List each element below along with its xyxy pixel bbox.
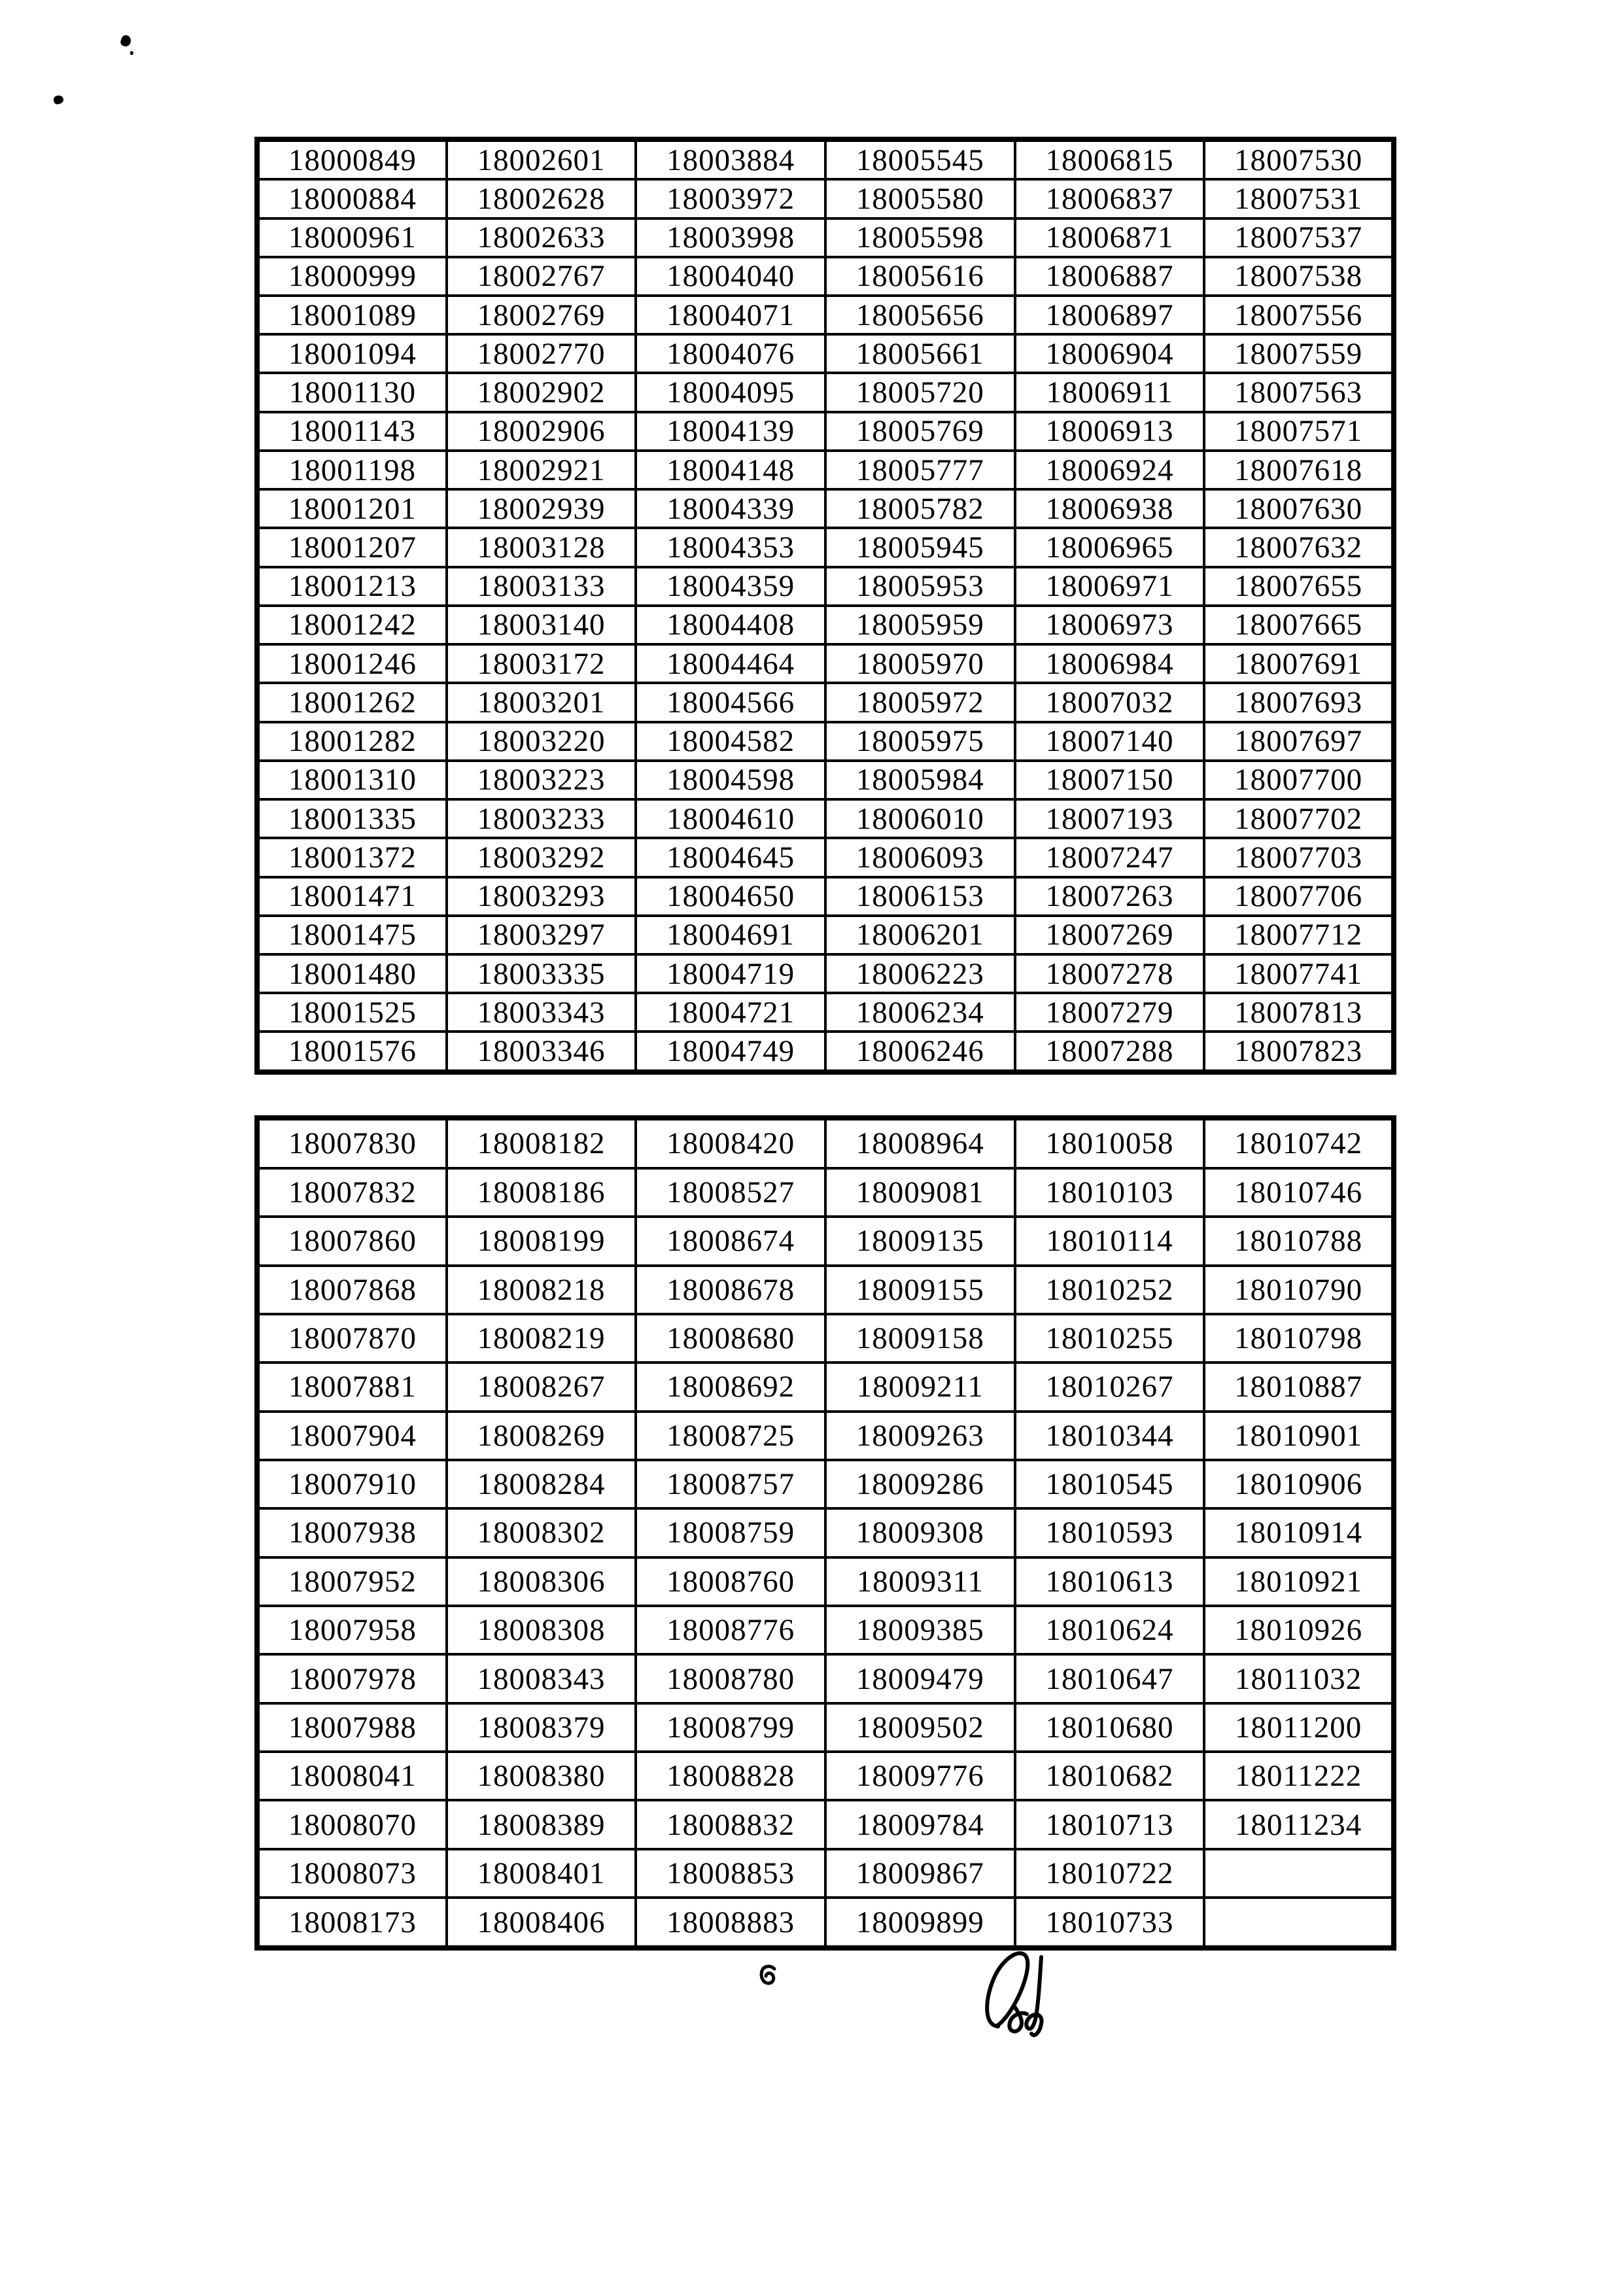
roll-number-cell: 18010682	[1015, 1752, 1205, 1800]
roll-number-cell: 18003172	[447, 644, 636, 683]
roll-number-cell: 18005777	[825, 451, 1015, 489]
roll-number-cell: 18006913	[1015, 412, 1205, 451]
roll-number-cell: 18007665	[1204, 606, 1394, 644]
roll-number-cell: 18001282	[257, 722, 447, 761]
roll-number-cell: 18008757	[636, 1460, 825, 1508]
roll-number-cell: 18009899	[825, 1898, 1015, 1948]
roll-number-cell: 18001201	[257, 489, 447, 528]
roll-number-cell: 18010613	[1015, 1557, 1205, 1606]
roll-number-cell: 18007832	[257, 1168, 447, 1217]
table-row	[257, 489, 1394, 528]
roll-number-cell: 18003884	[636, 139, 825, 179]
roll-number-cell: 18009784	[825, 1800, 1015, 1849]
roll-number-cell: 18001198	[257, 451, 447, 489]
table-row	[257, 1898, 1394, 1948]
roll-number-cell: 18008776	[636, 1606, 825, 1654]
roll-number-cell: 18001094	[257, 334, 447, 373]
roll-number-cell: 18010647	[1015, 1654, 1205, 1703]
roll-number-cell: 18005959	[825, 606, 1015, 644]
roll-number-cell: 18007531	[1204, 179, 1394, 218]
roll-number-cell: 18001242	[257, 606, 447, 644]
roll-number-cell: 18010624	[1015, 1606, 1205, 1654]
table-row	[257, 761, 1394, 799]
roll-number-cell: 18007618	[1204, 451, 1394, 489]
roll-number-cell: 18007288	[1015, 1032, 1205, 1072]
roll-number-cell: 18008725	[636, 1412, 825, 1460]
roll-number-cell: 18000884	[257, 179, 447, 218]
roll-number-cell: 18003133	[447, 567, 636, 606]
roll-number-cell: 18006246	[825, 1032, 1015, 1072]
empty-cell	[1204, 1898, 1394, 1948]
roll-number-cell: 18002902	[447, 373, 636, 411]
roll-number-cell: 18007860	[257, 1217, 447, 1265]
roll-number-cell: 18008173	[257, 1898, 447, 1948]
roll-number-cell: 18010746	[1204, 1168, 1394, 1217]
roll-number-cell: 18007702	[1204, 799, 1394, 838]
roll-number-cell: 18010901	[1204, 1412, 1394, 1460]
roll-number-cell: 18007530	[1204, 139, 1394, 179]
roll-number-cell: 18011200	[1204, 1703, 1394, 1752]
table-row	[257, 916, 1394, 954]
roll-number-cell: 18001143	[257, 412, 447, 451]
roll-number-cell: 18008343	[447, 1654, 636, 1703]
table-row	[257, 1412, 1394, 1460]
roll-number-cell: 18008420	[636, 1118, 825, 1168]
roll-number-cell: 18001262	[257, 683, 447, 721]
roll-number-cell: 18008680	[636, 1314, 825, 1363]
roll-number-cell: 18011032	[1204, 1654, 1394, 1703]
table-row	[257, 1606, 1394, 1654]
roll-number-cell: 18002769	[447, 296, 636, 334]
roll-number-cell: 18008182	[447, 1118, 636, 1168]
roll-number-cell: 18008799	[636, 1703, 825, 1752]
table-row	[257, 1654, 1394, 1703]
roll-number-cell: 18004339	[636, 489, 825, 528]
table-row	[257, 1118, 1394, 1168]
table-row	[257, 1168, 1394, 1217]
roll-number-cell: 18007958	[257, 1606, 447, 1654]
table-row	[257, 954, 1394, 993]
roll-number-cell: 18007988	[257, 1703, 447, 1752]
roll-number-cell: 18007938	[257, 1508, 447, 1557]
roll-number-cell: 18003128	[447, 528, 636, 566]
roll-number-cell: 18005616	[825, 257, 1015, 296]
table-row	[257, 296, 1394, 334]
table-row	[257, 567, 1394, 606]
roll-number-cell: 18007910	[257, 1460, 447, 1508]
roll-number-cell: 18008853	[636, 1849, 825, 1898]
roll-number-cell: 18010545	[1015, 1460, 1205, 1508]
roll-number-cell: 18004566	[636, 683, 825, 721]
roll-number-cell: 18008692	[636, 1363, 825, 1411]
roll-number-cell: 18006815	[1015, 139, 1205, 179]
roll-number-cell: 18010742	[1204, 1118, 1394, 1168]
roll-number-cell: 18004721	[636, 993, 825, 1032]
table-row	[257, 1752, 1394, 1800]
roll-number-cell: 18007632	[1204, 528, 1394, 566]
roll-number-cell: 18003972	[636, 179, 825, 218]
roll-number-cell: 18004359	[636, 567, 825, 606]
roll-number-cell: 18005970	[825, 644, 1015, 683]
roll-number-cell: 18000961	[257, 218, 447, 257]
roll-number-cell: 18010887	[1204, 1363, 1394, 1411]
roll-number-cell: 18009135	[825, 1217, 1015, 1265]
roll-number-cell: 18007868	[257, 1266, 447, 1314]
roll-number-cell: 18002906	[447, 412, 636, 451]
roll-number-cell: 18008828	[636, 1752, 825, 1800]
roll-number-cell: 18002633	[447, 218, 636, 257]
roll-number-cell: 18007247	[1015, 838, 1205, 877]
roll-number-cell: 18006871	[1015, 218, 1205, 257]
roll-number-cell: 18004650	[636, 877, 825, 916]
roll-number-cell: 18010103	[1015, 1168, 1205, 1217]
roll-number-cell: 18007691	[1204, 644, 1394, 683]
table-row	[257, 257, 1394, 296]
roll-number-cell: 18009211	[825, 1363, 1015, 1411]
roll-number-cell: 18008308	[447, 1606, 636, 1654]
table-row	[257, 139, 1394, 179]
roll-number-cell: 18003292	[447, 838, 636, 877]
roll-number-cell: 18007700	[1204, 761, 1394, 799]
table-row	[257, 179, 1394, 218]
roll-number-cell: 18007706	[1204, 877, 1394, 916]
table-row	[257, 1703, 1394, 1752]
roll-number-cell: 18008284	[447, 1460, 636, 1508]
empty-cell	[1204, 1849, 1394, 1898]
roll-number-cell: 18006234	[825, 993, 1015, 1032]
roll-number-cell: 18008759	[636, 1508, 825, 1557]
roll-number-cell: 18001130	[257, 373, 447, 411]
roll-number-cell: 18009308	[825, 1508, 1015, 1557]
roll-number-cell: 18009502	[825, 1703, 1015, 1752]
roll-number-cell: 18008401	[447, 1849, 636, 1898]
roll-number-cell: 18006153	[825, 877, 1015, 916]
roll-number-cell: 18002770	[447, 334, 636, 373]
roll-number-cell: 18006887	[1015, 257, 1205, 296]
roll-number-cell: 18005656	[825, 296, 1015, 334]
roll-number-cell: 18009385	[825, 1606, 1015, 1654]
roll-number-cell: 18003201	[447, 683, 636, 721]
roll-number-cell: 18007813	[1204, 993, 1394, 1032]
roll-number-cell: 18004645	[636, 838, 825, 877]
roll-number-cell: 18008678	[636, 1266, 825, 1314]
roll-number-cell: 18006904	[1015, 334, 1205, 373]
roll-number-cell: 18005580	[825, 179, 1015, 218]
roll-number-cell: 18002628	[447, 179, 636, 218]
roll-number-cell: 18008306	[447, 1557, 636, 1606]
roll-number-cell: 18004076	[636, 334, 825, 373]
roll-number-cell: 18008380	[447, 1752, 636, 1800]
roll-number-cell: 18007571	[1204, 412, 1394, 451]
roll-number-cell: 18002767	[447, 257, 636, 296]
roll-number-cell: 18004749	[636, 1032, 825, 1072]
roll-number-cell: 18008269	[447, 1412, 636, 1460]
roll-number-cell: 18001246	[257, 644, 447, 683]
roll-number-cell: 18009867	[825, 1849, 1015, 1898]
roll-number-cell: 18008527	[636, 1168, 825, 1217]
roll-number-cell: 18010593	[1015, 1508, 1205, 1557]
table-row	[257, 1363, 1394, 1411]
roll-number-cell: 18001335	[257, 799, 447, 838]
roll-number-cell: 18000999	[257, 257, 447, 296]
roll-number-cell: 18001089	[257, 296, 447, 334]
roll-number-cell: 18006223	[825, 954, 1015, 993]
roll-number-cell: 18004071	[636, 296, 825, 334]
roll-number-cell: 18010267	[1015, 1363, 1205, 1411]
roll-number-cell: 18006093	[825, 838, 1015, 877]
table-row	[257, 1508, 1394, 1557]
roll-number-cell: 18001213	[257, 567, 447, 606]
table-row	[257, 1849, 1394, 1898]
roll-number-cell: 18008674	[636, 1217, 825, 1265]
roll-number-cell: 18008883	[636, 1898, 825, 1948]
roll-number-cell: 18005984	[825, 761, 1015, 799]
roll-number-cell: 18007263	[1015, 877, 1205, 916]
roll-number-cell: 18005945	[825, 528, 1015, 566]
roll-number-cell: 18010114	[1015, 1217, 1205, 1265]
roll-number-cell: 18007952	[257, 1557, 447, 1606]
roll-number-cell: 18006897	[1015, 296, 1205, 334]
roll-number-cell: 18005769	[825, 412, 1015, 451]
roll-number-cell: 18001480	[257, 954, 447, 993]
roll-number-cell: 18006965	[1015, 528, 1205, 566]
roll-number-cell: 18007693	[1204, 683, 1394, 721]
roll-number-cell: 18010344	[1015, 1412, 1205, 1460]
signature	[976, 1949, 1074, 2047]
roll-number-cell: 18004610	[636, 799, 825, 838]
table-row	[257, 1032, 1394, 1072]
roll-number-cell: 18008186	[447, 1168, 636, 1217]
roll-number-cell: 18010255	[1015, 1314, 1205, 1363]
roll-number-cell: 18007278	[1015, 954, 1205, 993]
roll-number-cell: 18007269	[1015, 916, 1205, 954]
roll-number-table-upper	[254, 137, 1396, 1075]
roll-number-cell: 18009286	[825, 1460, 1015, 1508]
table-row	[257, 528, 1394, 566]
roll-number-cell: 18005545	[825, 139, 1015, 179]
table-row	[257, 683, 1394, 721]
roll-number-cell: 18002921	[447, 451, 636, 489]
roll-number-cell: 18007741	[1204, 954, 1394, 993]
roll-number-cell: 18005661	[825, 334, 1015, 373]
roll-number-cell: 18010252	[1015, 1266, 1205, 1314]
roll-number-cell: 18007630	[1204, 489, 1394, 528]
roll-number-cell: 18003998	[636, 218, 825, 257]
roll-number-cell: 18006924	[1015, 451, 1205, 489]
roll-number-cell: 18010722	[1015, 1849, 1205, 1898]
roll-number-cell: 18004408	[636, 606, 825, 644]
table-row	[257, 1266, 1394, 1314]
roll-number-cell: 18009479	[825, 1654, 1015, 1703]
table-row	[257, 644, 1394, 683]
roll-number-cell: 18008041	[257, 1752, 447, 1800]
roll-number-cell: 18007538	[1204, 257, 1394, 296]
roll-number-cell: 18007193	[1015, 799, 1205, 838]
roll-number-cell: 18010058	[1015, 1118, 1205, 1168]
roll-number-cell: 18010733	[1015, 1898, 1205, 1948]
roll-number-cell: 18003220	[447, 722, 636, 761]
ink-speck	[130, 51, 133, 55]
roll-number-cell: 18010926	[1204, 1606, 1394, 1654]
roll-number-cell: 18008964	[825, 1118, 1015, 1168]
roll-number-cell: 18007559	[1204, 334, 1394, 373]
roll-number-cell: 18003223	[447, 761, 636, 799]
roll-number-cell: 18004095	[636, 373, 825, 411]
table-row	[257, 373, 1394, 411]
table-row	[257, 1217, 1394, 1265]
roll-number-cell: 18009263	[825, 1412, 1015, 1460]
roll-number-cell: 18007032	[1015, 683, 1205, 721]
table-row	[257, 799, 1394, 838]
roll-number-cell: 18007703	[1204, 838, 1394, 877]
roll-number-cell: 18010680	[1015, 1703, 1205, 1752]
roll-number-cell: 18004582	[636, 722, 825, 761]
roll-number-cell: 18004691	[636, 916, 825, 954]
roll-number-cell: 18007140	[1015, 722, 1205, 761]
roll-number-cell: 18009081	[825, 1168, 1015, 1217]
roll-number-cell: 18010798	[1204, 1314, 1394, 1363]
roll-number-cell: 18007563	[1204, 373, 1394, 411]
table-row	[257, 993, 1394, 1032]
table-row	[257, 838, 1394, 877]
roll-number-cell: 18005782	[825, 489, 1015, 528]
roll-number-cell: 18010713	[1015, 1800, 1205, 1849]
roll-number-cell: 18006201	[825, 916, 1015, 954]
roll-number-cell: 18008073	[257, 1849, 447, 1898]
roll-number-cell: 18004719	[636, 954, 825, 993]
roll-number-cell: 18008070	[257, 1800, 447, 1849]
roll-number-cell: 18003140	[447, 606, 636, 644]
roll-number-cell: 18007537	[1204, 218, 1394, 257]
roll-number-cell: 18004148	[636, 451, 825, 489]
roll-number-cell: 18002601	[447, 139, 636, 179]
roll-number-cell: 18001525	[257, 993, 447, 1032]
table-row	[257, 1460, 1394, 1508]
roll-number-cell: 18004464	[636, 644, 825, 683]
roll-number-cell: 18007881	[257, 1363, 447, 1411]
roll-number-cell: 18005972	[825, 683, 1015, 721]
table-row	[257, 722, 1394, 761]
roll-number-cell: 18001471	[257, 877, 447, 916]
roll-number-cell: 18000849	[257, 139, 447, 179]
roll-number-table-lower	[254, 1115, 1396, 1951]
table-row	[257, 334, 1394, 373]
roll-number-cell: 18008780	[636, 1654, 825, 1703]
ink-speck	[53, 94, 65, 105]
roll-number-cell: 18007978	[257, 1654, 447, 1703]
roll-number-cell: 18009776	[825, 1752, 1015, 1800]
roll-number-cell: 18007830	[257, 1118, 447, 1168]
roll-number-cell: 18006984	[1015, 644, 1205, 683]
roll-number-cell: 18003293	[447, 877, 636, 916]
roll-number-cell: 18010906	[1204, 1460, 1394, 1508]
table-row	[257, 412, 1394, 451]
roll-number-cell: 18001207	[257, 528, 447, 566]
roll-number-cell: 18003335	[447, 954, 636, 993]
roll-number-cell: 18002939	[447, 489, 636, 528]
roll-number-cell: 18001576	[257, 1032, 447, 1072]
roll-number-cell: 18005975	[825, 722, 1015, 761]
table-row	[257, 877, 1394, 916]
roll-number-cell: 18007712	[1204, 916, 1394, 954]
roll-number-cell: 18004040	[636, 257, 825, 296]
roll-number-cell: 18008219	[447, 1314, 636, 1363]
roll-number-cell: 18008302	[447, 1508, 636, 1557]
ink-speck	[120, 34, 133, 48]
roll-number-cell: 18006010	[825, 799, 1015, 838]
roll-number-cell: 18004139	[636, 412, 825, 451]
roll-number-cell: 18004598	[636, 761, 825, 799]
roll-number-cell: 18005598	[825, 218, 1015, 257]
roll-number-cell: 18007904	[257, 1412, 447, 1460]
table-row	[257, 1314, 1394, 1363]
roll-number-cell: 18010788	[1204, 1217, 1394, 1265]
table-row	[257, 1800, 1394, 1849]
roll-number-cell: 18007870	[257, 1314, 447, 1363]
roll-number-cell: 18003297	[447, 916, 636, 954]
roll-number-cell: 18006971	[1015, 567, 1205, 606]
roll-number-cell: 18009311	[825, 1557, 1015, 1606]
roll-number-cell: 18003346	[447, 1032, 636, 1072]
roll-number-cell: 18007279	[1015, 993, 1205, 1032]
roll-number-cell: 18011234	[1204, 1800, 1394, 1849]
roll-number-cell: 18001475	[257, 916, 447, 954]
roll-number-cell: 18008760	[636, 1557, 825, 1606]
roll-number-cell: 18006973	[1015, 606, 1205, 644]
roll-number-cell: 18007150	[1015, 761, 1205, 799]
roll-number-cell: 18001310	[257, 761, 447, 799]
roll-number-cell: 18006911	[1015, 373, 1205, 411]
roll-number-cell: 18008389	[447, 1800, 636, 1849]
roll-number-cell: 18008379	[447, 1703, 636, 1752]
roll-number-cell: 18009155	[825, 1266, 1015, 1314]
roll-number-cell: 18003343	[447, 993, 636, 1032]
roll-number-cell: 18007655	[1204, 567, 1394, 606]
roll-number-cell: 18011222	[1204, 1752, 1394, 1800]
roll-number-cell: 18010790	[1204, 1266, 1394, 1314]
roll-number-cell: 18010914	[1204, 1508, 1394, 1557]
roll-number-cell: 18007697	[1204, 722, 1394, 761]
roll-number-cell: 18006837	[1015, 179, 1205, 218]
roll-number-cell: 18009158	[825, 1314, 1015, 1363]
roll-number-cell: 18008199	[447, 1217, 636, 1265]
roll-number-cell: 18008267	[447, 1363, 636, 1411]
roll-number-cell: 18005720	[825, 373, 1015, 411]
roll-number-cell: 18006938	[1015, 489, 1205, 528]
table-row	[257, 218, 1394, 257]
roll-number-cell: 18003233	[447, 799, 636, 838]
table-row	[257, 606, 1394, 644]
roll-number-cell: 18010921	[1204, 1557, 1394, 1606]
roll-number-cell: 18008832	[636, 1800, 825, 1849]
roll-number-cell: 18008406	[447, 1898, 636, 1948]
table-row	[257, 451, 1394, 489]
roll-number-cell: 18007823	[1204, 1032, 1394, 1072]
roll-number-cell: 18005953	[825, 567, 1015, 606]
roll-number-cell: 18004353	[636, 528, 825, 566]
roll-number-cell: 18007556	[1204, 296, 1394, 334]
table-row	[257, 1557, 1394, 1606]
roll-number-cell: 18001372	[257, 838, 447, 877]
page-number-bengali-three	[757, 1964, 780, 1992]
roll-number-cell: 18008218	[447, 1266, 636, 1314]
